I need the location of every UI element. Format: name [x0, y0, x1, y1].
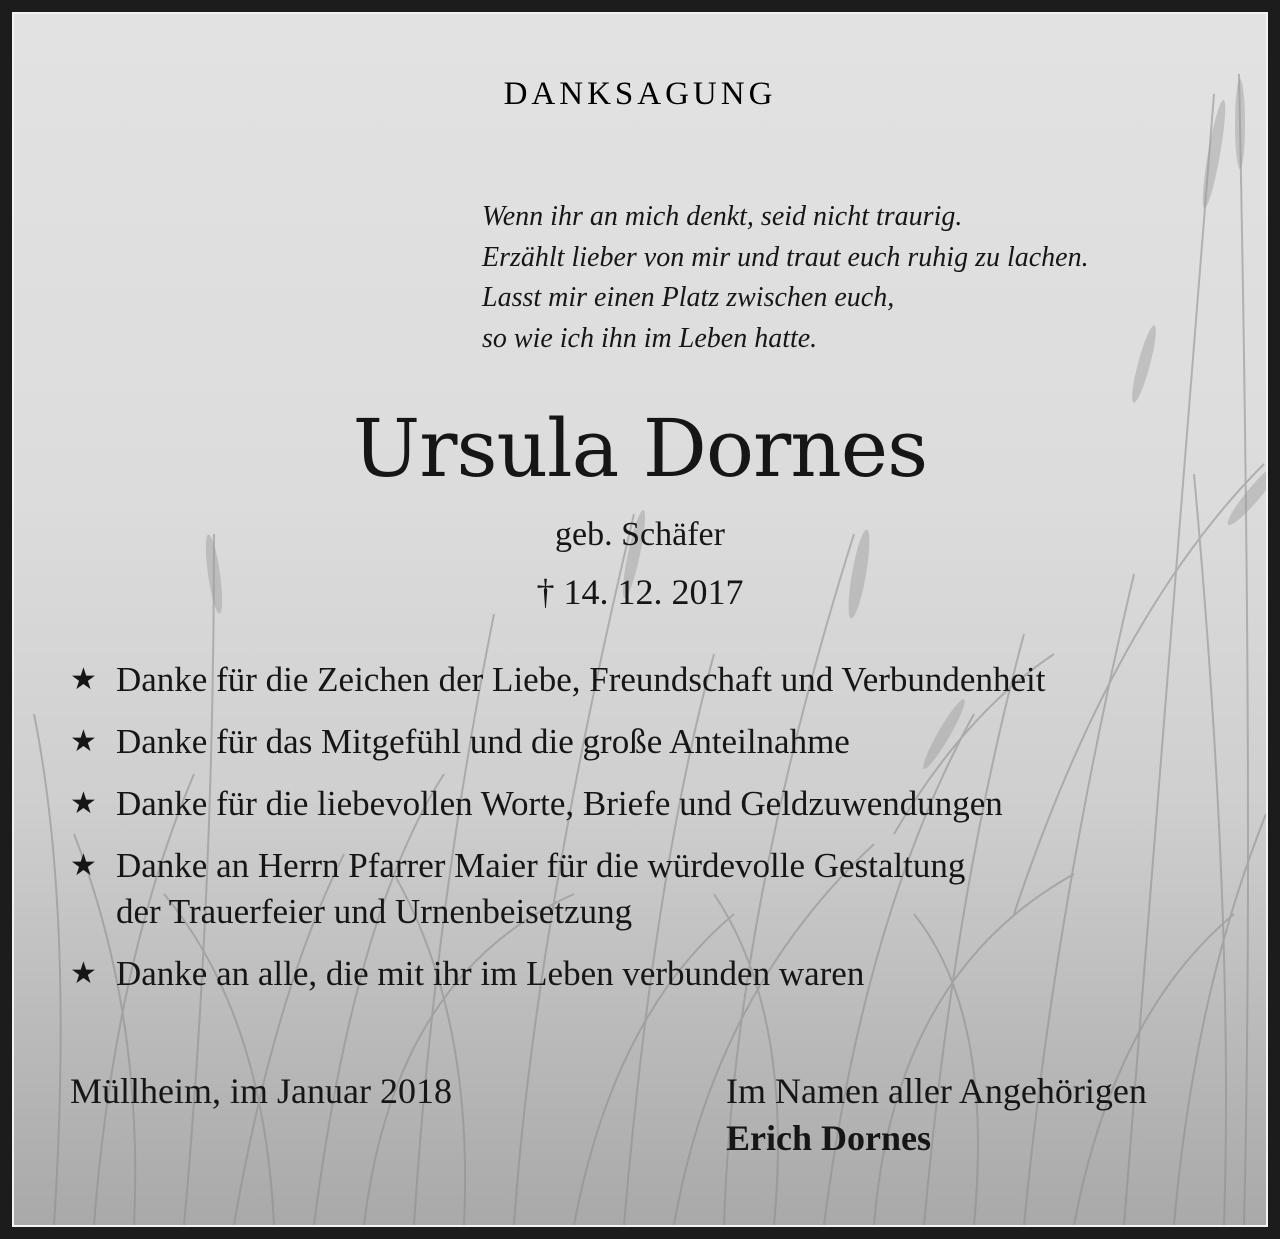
place-and-date: Müllheim, im Januar 2018	[70, 1071, 452, 1111]
star-icon: ★	[70, 956, 97, 991]
thanks-item	[70, 657, 1045, 703]
poem-line: Erzählt lieber von mir und traut euch ruhig zu lachen.	[482, 241, 1089, 273]
notice-panel	[12, 12, 1268, 1227]
poem-line: Wenn ihr an mich denkt, seid nicht traurig.	[482, 201, 963, 232]
star-icon: ★	[70, 786, 97, 821]
thanks-text: Danke für das Mitgefühl und die große Anteilnahme	[116, 722, 850, 761]
thanks-text: Danke an Herrn Pfarrer Maier für die würdevolle Gestaltung	[116, 846, 966, 885]
grass-background-image	[14, 14, 1266, 1225]
maiden-name: geb. Schäfer	[555, 516, 725, 553]
thanks-text: Danke für die liebevollen Worte, Briefe und Geldzuwendungen	[116, 784, 1003, 823]
poem-line: so wie ich ihn im Leben hatte.	[482, 322, 818, 354]
heading-danksagung: DANKSAGUNG	[503, 76, 777, 112]
signature-line: Im Namen aller Angehörigen	[726, 1071, 1147, 1111]
poem-block	[482, 197, 1089, 359]
thanks-item	[70, 719, 1045, 765]
thanks-text-continued: der Trauerfeier und Urnenbeisetzung	[116, 892, 633, 931]
thanks-list	[70, 657, 1045, 1013]
thanks-item	[70, 781, 1045, 827]
poem-line: Lasst mir einen Platz zwischen euch,	[482, 282, 895, 313]
star-icon: ★	[70, 848, 97, 883]
star-icon: ★	[70, 662, 97, 697]
death-date: † 14. 12. 2017	[536, 572, 744, 612]
deceased-name: Ursula Dornes	[352, 402, 928, 495]
thanks-text: Danke für die Zeichen der Liebe, Freundschaft und Verbundenheit	[116, 660, 1046, 699]
star-icon: ★	[70, 724, 97, 759]
thanks-item	[70, 843, 1045, 935]
signature-name: Erich Dornes	[726, 1118, 931, 1158]
thanks-text: Danke an alle, die mit ihr im Leben verbunden waren	[116, 954, 865, 993]
thanks-item	[70, 951, 1045, 997]
